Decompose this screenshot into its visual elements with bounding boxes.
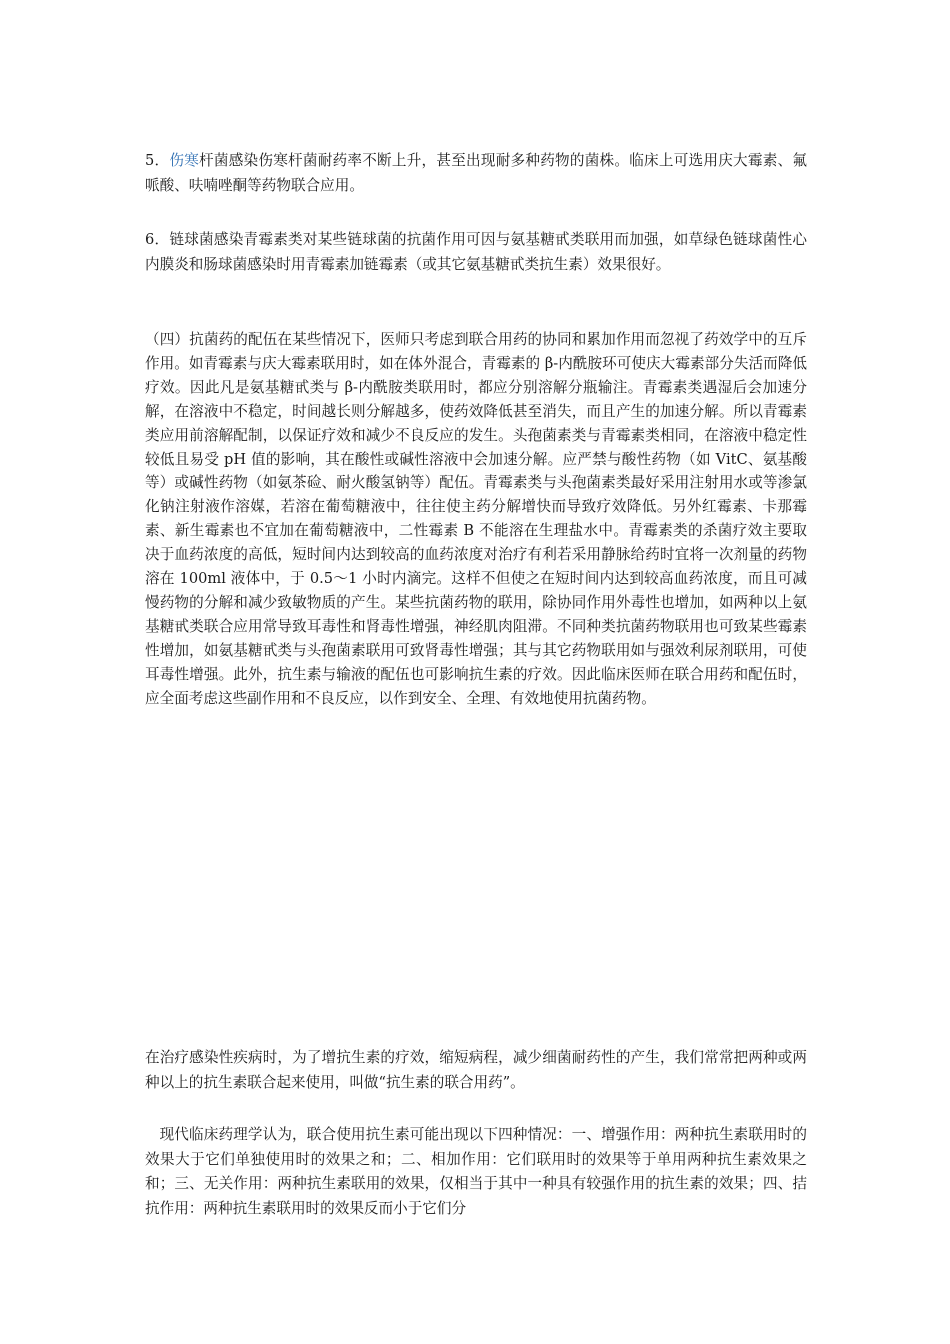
typhoid-link[interactable]: 伤寒 [169,152,200,169]
paragraph-intro: 在治疗感染性疾病时，为了增抗生素的疗效，缩短病程，减少细菌耐药性的产生，我们常常把两种或两种以上的抗生素联合起来使用，叫做“抗生素的联合用药”。 [145,1049,807,1091]
paragraph-section-4: （四）抗菌药的配伍在某些情况下，医师只考虑到联合用药的协同和累加作用而忽视了药效学中的互斥作用。如青霉素与庆大霉素联用时，如在体外混合，青霉素的 β-内酰胺环可使庆大霉素部分失活而降低疗效。因此凡是氨基糖甙类与 β-内酰胺类联用时，都应分别溶解分瓶输注。青霉素类遇湿后会加速分解，在溶液中不稳定，时间越长则分解越多，使药效降低甚至消失，而且产生的加速分解。所以青霉素类应用前溶解配制，以保证疗效和减少不良反应的发生。头孢菌素类与青霉素类相同，在溶液中稳定性较低且易受 pH 值的影响，其在酸性或碱性溶液中会加速分解。应严禁与酸性药物（如 VitC、氨基酸等）或碱性药物（如氨茶硷、耐火酸氢钠等）配伍。青霉素类与头孢菌素类最好采用注射用水或等渗氯化钠注射液作溶媒，若溶在葡萄糖液中，往往使主药分解增快而导致疗效降低。另外红霉素、卡那霉素、新生霉素也不宜加在葡萄糖液中，二性霉素 B 不能溶在生理盐水中。青霉素类的杀菌疗效主要取决于血药浓度的高低，短时间内达到较高的血药浓度对治疗有利若采用静脉给药时宜将一次剂量的药物溶在 100ml 液体中，于 0.5～1 小时内滴完。这样不但使之在短时间内达到较高血药浓度，而且可减慢药物的分解和减少致敏物质的产生。某些抗菌药物的联用，除协同作用外毒性也增加，如两种以上氨基糖甙类联合应用常导致耳毒性和肾毒性增强，神经肌肉阻滞。不同种类抗菌药物联用也可致某些霉素性增加，如氨基糖甙类与头孢菌素联用可致肾毒性增强；其与其它药物联用如与强效利尿剂联用，可使耳毒性增强。此外，抗生素与输液的配伍也可影响抗生素的疗效。因此临床医师在联合用药和配伍时，应全面考虑这些副作用和不良反应，以作到安全、全理、有效地使用抗菌药物。 [145,331,807,707]
paragraph-theory: 现代临床药理学认为，联合使用抗生素可能出现以下四种情况：一、增强作用：两种抗生素联用时的效果大于它们单独使用时的效果之和；二、相加作用：它们联用时的效果等于单用两种抗生素效果之和；三、无关作用：两种抗生素联用的效果，仅相当于其中一种具有较强作用的抗生素的效果；四、拮抗作用：两种抗生素联用时的效果反而小于它们分 [145,1126,807,1217]
item-5-text: 杆菌感染伤寒杆菌耐药率不断上升，甚至出现耐多种药物的菌株。临床上可选用庆大霉素、氟哌酸、呋喃唑酮等药物联合应用。 [145,152,807,194]
item-5-number: 5． [145,152,170,169]
paragraph-item-6: 6．链球菌感染青霉素类对某些链球菌的抗菌作用可因与氨基糖甙类联用而加强，如草绿色链球菌性心内膜炎和肠球菌感染时用青霉素加链霉素（或其它氨基糖甙类抗生素）效果很好。 [145,231,807,273]
paragraph-item-5 [145,149,807,198]
